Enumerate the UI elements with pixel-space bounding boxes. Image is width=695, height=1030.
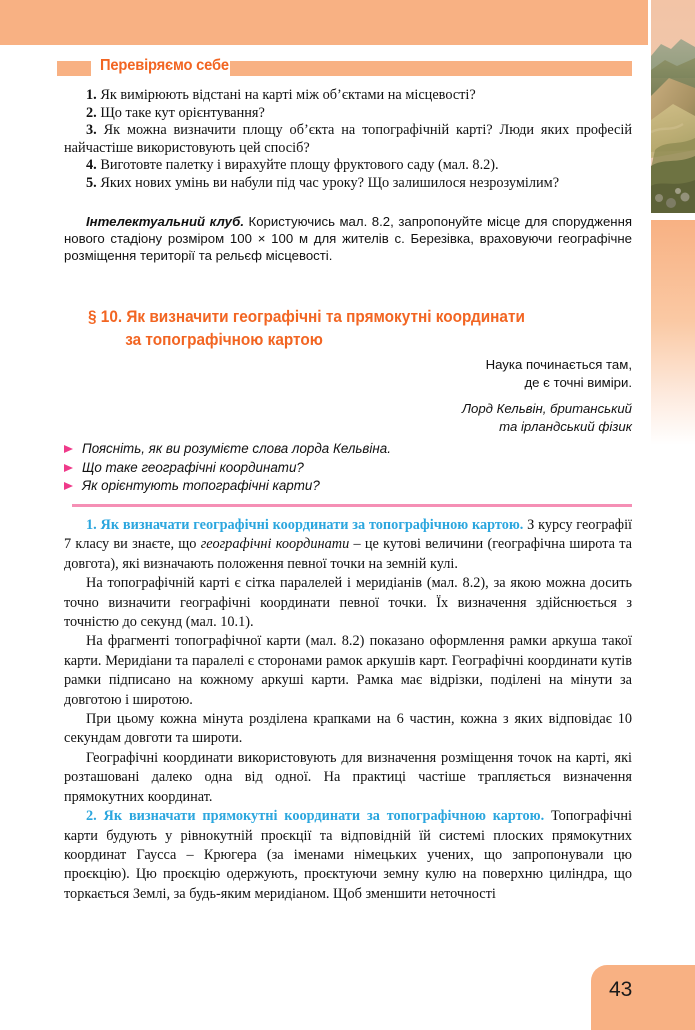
intellectual-club-block	[64, 213, 632, 265]
section-title	[88, 306, 628, 352]
question-text: Виготовте палетку і вирахуйте площу фруктового саду (мал. 8.2).	[100, 157, 499, 174]
check-yourself-heading	[0, 58, 648, 78]
intellectual-club-paragraph	[64, 213, 632, 265]
question-item	[64, 157, 632, 175]
question-text: Як вимірюють відстані на карті між об’єктами на місцевості?	[100, 87, 476, 103]
body-subheading-2: 2. Як визначати прямокутні координати за топографічною картою.	[86, 808, 545, 825]
question-text: Яких нових умінь ви набули під час уроку? Що залишилося незрозумілим?	[100, 174, 560, 191]
question-number: 3.	[86, 122, 97, 139]
body-p1-part2: – це кутові величини (географічна широта та довгота), які визначають положення певної точки на земній кулі.	[64, 536, 632, 572]
list-item	[64, 477, 632, 496]
question-number: 1.	[86, 87, 97, 103]
body-p1-part1: З курсу географії 7 класу ви знаєте, що	[64, 517, 633, 553]
top-orange-band	[0, 0, 648, 45]
heading-bar-right	[230, 61, 632, 76]
list-item	[64, 459, 632, 478]
question-number: 2.	[86, 104, 97, 121]
question-number: 5.	[86, 174, 97, 191]
body-paragraph: На топографічній карті є сітка паралелей і меридіанів (мал. 8.2), за якою можна досить точно визначити географічні координати певної точки. Їх визначення здійснюється з точністю до секунд (мал. 10.1).	[64, 575, 632, 631]
body-p1-italic-term: географічні координати	[200, 536, 350, 553]
lead-in-question-text: Як орієнтують топографічні карти?	[82, 478, 320, 494]
epigraph	[330, 356, 632, 435]
epigraph-quote-line2: де є точні виміри.	[524, 374, 632, 390]
triangle-bullet-icon	[64, 482, 73, 491]
body-paragraph	[64, 807, 632, 904]
lead-in-question-text: Поясніть, як ви розумієте слова лорда Кельвіна.	[82, 441, 391, 456]
body-paragraph: При цьому кожна мінута розділена крапками на 6 частин, кожна з яких відповідає 10 секундам довготи та широти.	[64, 711, 632, 747]
epigraph-quote-line1: Наука починається там,	[485, 357, 632, 372]
question-text: Як можна визначити площу об’єкта на топографічній карті? Люди яких професій найчастіше використовують цей спосіб?	[64, 122, 632, 156]
triangle-bullet-icon	[64, 464, 73, 473]
question-item	[64, 175, 632, 193]
body-subheading-1: 1. Як визначати географічні координати за топографічною картою.	[86, 517, 524, 533]
section-title-line1: § 10. Як визначити географічні та прямокутні координати	[88, 307, 525, 326]
question-item	[64, 122, 632, 157]
epigraph-author-line2: та ірландський фізик	[499, 418, 632, 434]
pink-divider-rule	[72, 504, 632, 507]
lead-in-question-text: Що таке географічні координати?	[82, 459, 304, 475]
body-p6-text: Топографічні карти будують у рівнокутній проєкції та відповідній їй системі плоских прямокутних координат Гаусса – Крюгера (за іменами німецьких учених, що запропонували цю проєкцію). Цю проєкцію одержують, проєктуючи земну кулю на поверхню циліндра, що торкається Землі, за будь-яким меридіаном. Щоб зменшити неточності	[64, 808, 632, 902]
section-title-line2: за топографічною картою	[125, 330, 323, 349]
lead-in-questions	[64, 440, 632, 496]
side-orange-gradient-band	[651, 220, 695, 445]
epigraph-author-line1: Лорд Кельвін, британський	[461, 401, 632, 416]
body-text	[64, 516, 632, 904]
question-text: Що таке кут орієнтування?	[100, 104, 265, 121]
intellectual-club-name: Інтелектуальний клуб.	[86, 214, 244, 229]
body-paragraph: Географічні координати використовують для визначення розміщення точок на карті, які розташовані далеко одна від одної. На практиці частіше трапляється визначення прямокутних координат.	[64, 749, 632, 805]
question-number: 4.	[86, 157, 97, 174]
page-number: 43	[609, 978, 633, 1001]
triangle-bullet-icon	[64, 445, 73, 454]
list-item	[64, 440, 632, 459]
intellectual-club-text: Користуючись мал. 8.2, запропонуйте місце для спорудження нового стадіону розміром 100 × 100 м для жителів с. Березівка, враховуючи географічне розміщення території та рельєф місцевості.	[64, 214, 632, 264]
question-item	[64, 87, 632, 105]
check-yourself-label: Перевіряємо себе	[100, 57, 229, 74]
question-item	[64, 105, 632, 123]
heading-bar-left	[57, 61, 91, 76]
body-paragraph: На фрагменті топографічної карти (мал. 8.2) показано оформлення рамки аркуша такої карти. Меридіани та паралелі є сторонами рамок аркушів карт. Географічні координати кутів рамки підписано на кожному аркуші карти. Рамка має відрізки, поділені на мінути за довготою і широтою.	[64, 633, 632, 708]
page-number-block	[591, 965, 695, 1030]
mountain-landscape-photo	[651, 0, 695, 213]
body-paragraph	[64, 516, 632, 574]
check-yourself-questions	[64, 87, 632, 193]
